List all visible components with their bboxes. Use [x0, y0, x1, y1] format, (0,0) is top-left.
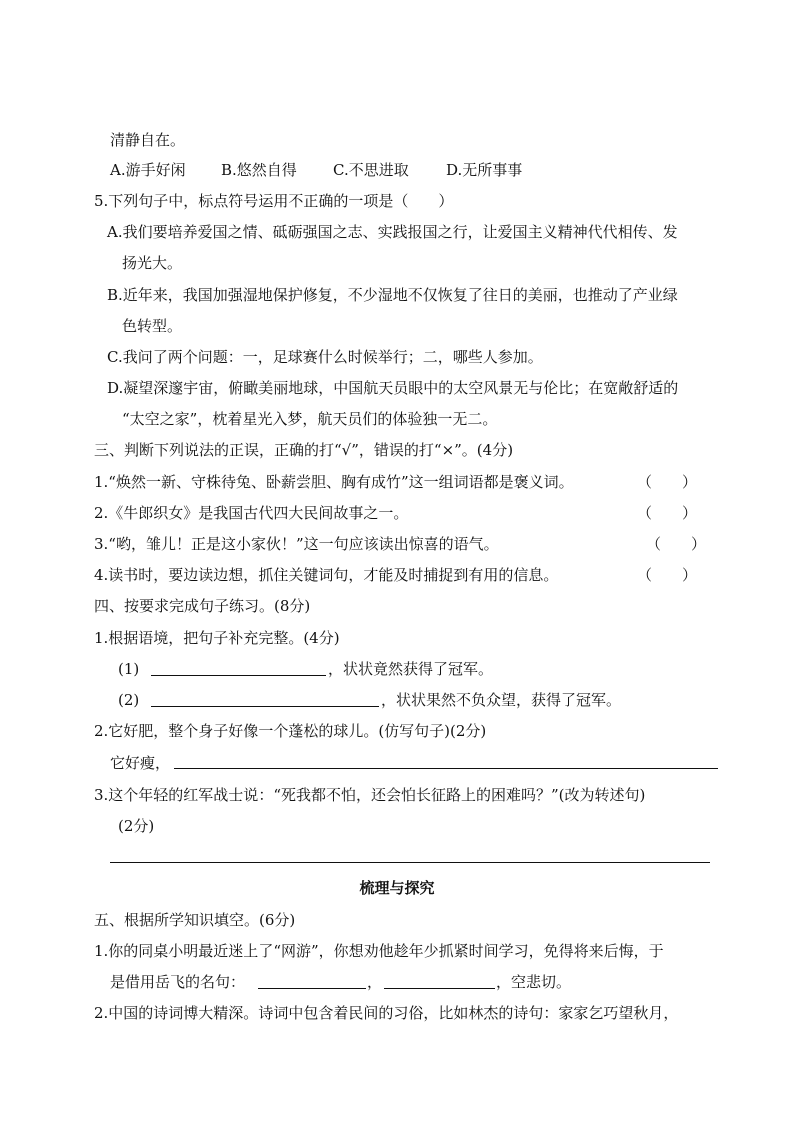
- q4-continuation: 清静自在。: [110, 131, 186, 149]
- section4-q1-1-tail: ，状状竟然获得了冠军。: [328, 660, 494, 678]
- section5-q1-prefix: 是借用岳飞的名句：: [110, 973, 246, 991]
- section4-q1: 1.根据语境，把句子补充完整。(4分): [94, 629, 340, 647]
- q5-option-d-line2: “太空之家”，枕着星光入梦，航天员们的体验独一无二。: [122, 410, 498, 428]
- answer-line-q3[interactable]: [110, 862, 710, 863]
- section4-q2: 2.它好肥，整个身子好像一个蓬松的球儿。(仿写句子)(2分): [94, 722, 487, 740]
- section4-q2-prefix: 它好瘦，: [110, 754, 171, 772]
- section3-item-1: 1.“焕然一新、守株待兔、卧薪尝胆、胸有成竹”这一组词语都是褒义词。: [94, 473, 574, 491]
- answer-parens-2[interactable]: （ ）: [637, 504, 698, 522]
- answer-blank-poem-1[interactable]: [258, 974, 366, 989]
- section3-heading: 三、判断下列说法的正误，正确的打“√”，错误的打“×”。(4分): [94, 441, 514, 459]
- q4-option-d[interactable]: D.无所事事: [446, 161, 523, 179]
- q5-option-c[interactable]: C.我问了两个问题：一，足球赛什么时候举行；二，哪些人参加。: [107, 348, 543, 366]
- section5-q1-line1: 1.你的同桌小明最近迷上了“网游”，你想劝他趁年少抓紧时间学习，免得将来后悔，于: [94, 942, 664, 960]
- section-title: 梳理与探究: [359, 879, 435, 897]
- q5-option-a-line1[interactable]: A.我们要培养爱国之情、砥砺强国之志、实践报国之行，让爱国主义精神代代相传、发: [107, 223, 678, 241]
- answer-parens-3[interactable]: （ ）: [646, 535, 707, 553]
- section4-q3-line2: (2分): [118, 817, 155, 835]
- answer-line-q2[interactable]: [174, 768, 718, 769]
- section3-item-4: 4.读书时，要边读边想，抓住关键词句，才能及时捕捉到有用的信息。: [94, 566, 559, 584]
- section3-item-2: 2.《牛郎织女》是我国古代四大民间故事之一。: [94, 504, 409, 522]
- section3-item-3: 3.“哟，雏儿！正是这小家伙！”这一句应该读出惊喜的语气。: [94, 535, 499, 553]
- answer-blank-poem-2[interactable]: [384, 974, 495, 989]
- answer-blank-q1-1[interactable]: [151, 661, 326, 676]
- q4-option-c[interactable]: C.不思进取: [333, 161, 409, 179]
- q5-stem: 5.下列句子中，标点符号运用不正确的一项是（ ）: [94, 192, 454, 210]
- section4-q1-2-tail: ，状状果然不负众望，获得了冠军。: [381, 691, 622, 709]
- q4-option-b[interactable]: B.悠然自得: [221, 161, 297, 179]
- q5-option-b-line1[interactable]: B.近年来，我国加强湿地保护修复，不少湿地不仅恢复了往日的美丽，也推动了产业绿: [107, 286, 678, 304]
- answer-blank-q1-2[interactable]: [151, 692, 379, 707]
- answer-parens-4[interactable]: （ ）: [637, 566, 698, 584]
- section4-q1-2-number: (2): [118, 691, 140, 709]
- section4-q3-line1: 3.这个年轻的红军战士说：“死我都不怕，还会怕长征路上的困难吗？”(改为转述句): [94, 786, 646, 804]
- answer-parens-1[interactable]: （ ）: [637, 473, 698, 491]
- section5-q2-line1: 2.中国的诗词博大精深。诗词中包含着民间的习俗，比如林杰的诗句：家家乞巧望秋月，: [94, 1004, 679, 1022]
- q5-option-a-line2: 扬光大。: [122, 254, 183, 272]
- section5-q1-comma: ，: [367, 973, 383, 991]
- q5-option-d-line1[interactable]: D.凝望深邃宇宙，俯瞰美丽地球，中国航天员眼中的太空风景无与伦比；在宽敞舒适的: [107, 379, 679, 397]
- section4-heading: 四、按要求完成句子练习。(8分): [94, 597, 311, 615]
- section5-heading: 五、根据所学知识填空。(6分): [94, 911, 296, 929]
- q5-option-b-line2: 色转型。: [122, 317, 183, 335]
- section5-q1-suffix: ，空悲切。: [496, 973, 572, 991]
- section4-q1-1-number: (1): [118, 660, 140, 678]
- q4-option-a[interactable]: A.游手好闲: [110, 161, 186, 179]
